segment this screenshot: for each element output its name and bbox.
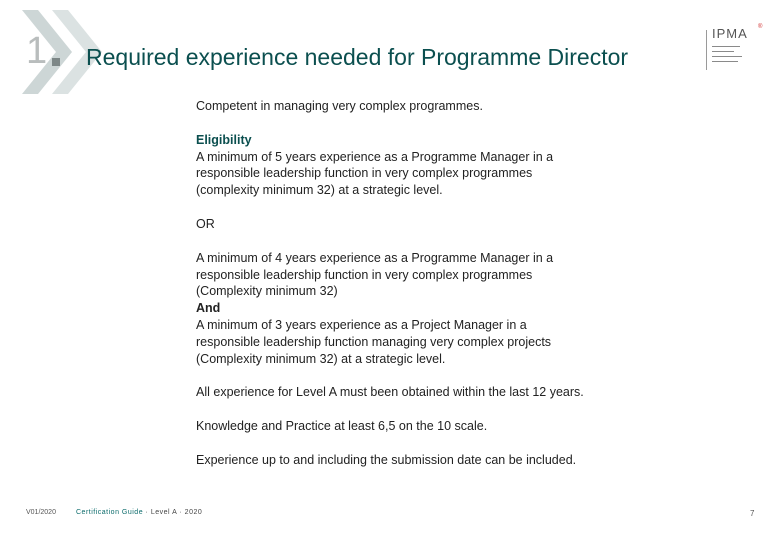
- knowledge-text: Knowledge and Practice at least 6,5 on the 10 scale.: [196, 419, 488, 434]
- section-number-dot: [52, 58, 60, 66]
- option2b-line: responsible leadership function managing very complex projects: [196, 334, 552, 349]
- footer-level: Level A: [150, 509, 177, 516]
- logo-registered-mark: ®: [758, 24, 763, 30]
- option2b-line: (Complexity minimum 32) at a strategic level.: [196, 351, 446, 366]
- footer-separator: ·: [179, 509, 183, 516]
- or-text: OR: [196, 216, 215, 231]
- option2b-line: A minimum of 3 years experience as a Project Manager in a: [196, 317, 527, 332]
- slide-title: Required experience needed for Programme Director: [86, 44, 629, 70]
- footer-guide: [76, 509, 202, 516]
- option2-line: (Complexity minimum 32): [196, 284, 338, 299]
- option2-line: A minimum of 4 years experience as a Programme Manager in a: [196, 250, 554, 265]
- option1-line: (complexity minimum 32) at a strategic level.: [196, 183, 443, 198]
- ipma-logo: [706, 26, 766, 72]
- submission-text: Experience up to and including the submission date can be included.: [196, 452, 577, 467]
- section-number: 1: [26, 30, 47, 72]
- timeframe-text: All experience for Level A must been obtained within the last 12 years.: [196, 385, 584, 400]
- eligibility-heading: Eligibility: [196, 132, 252, 147]
- logo-name: IPMA: [712, 26, 748, 41]
- intro-text: Competent in managing very complex programmes.: [196, 99, 483, 113]
- page-number: 7: [750, 509, 755, 518]
- option1-line: responsible leadership function in very complex programmes: [196, 166, 533, 181]
- footer-guide-text: Certification Guide: [76, 509, 144, 516]
- option2-line: responsible leadership function in very complex programmes: [196, 267, 533, 282]
- and-text: And: [196, 301, 221, 316]
- footer-year: 2020: [184, 509, 203, 516]
- footer-separator: ·: [145, 509, 149, 516]
- slide-body: [196, 98, 666, 469]
- option1-line: A minimum of 5 years experience as a Programme Manager in a: [196, 149, 554, 164]
- footer-version: V01/2020: [26, 509, 56, 516]
